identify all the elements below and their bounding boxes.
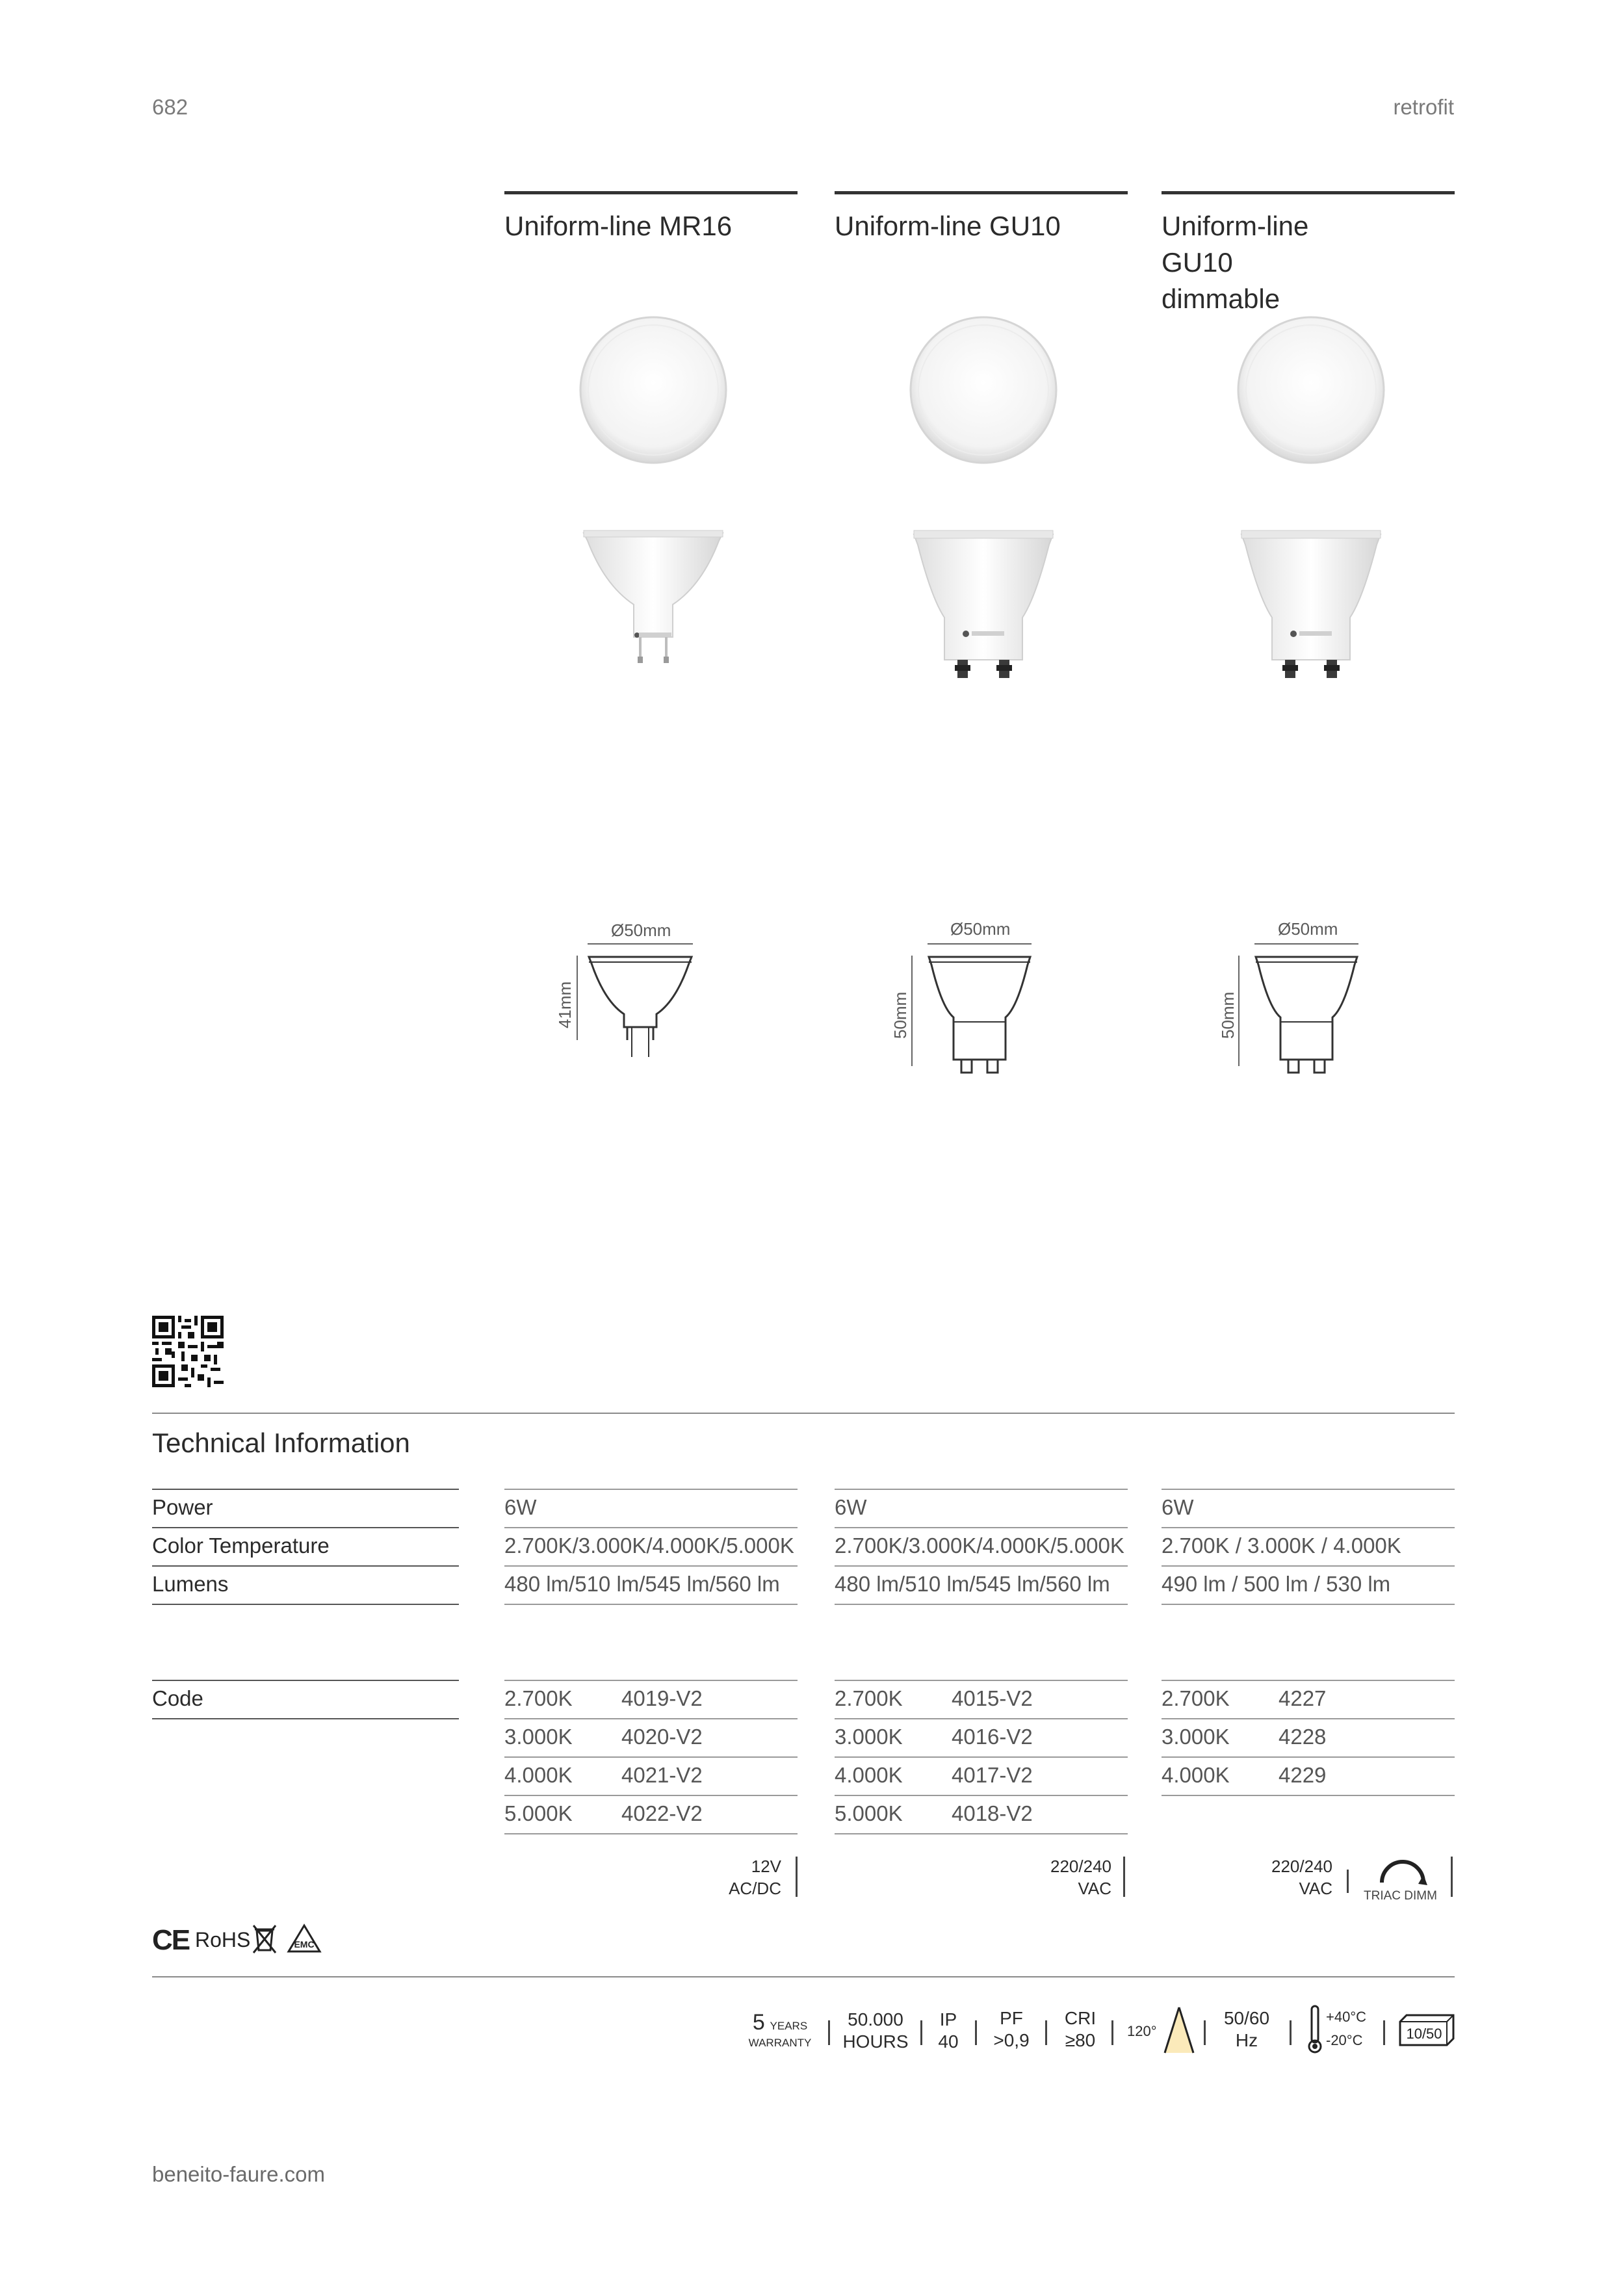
code-label: Code [152,1686,203,1710]
voltage-bar-3 [1451,1857,1453,1897]
product-code: 4018-V2 [952,1801,1033,1825]
spec-rule-label [152,1489,459,1490]
product-title-1: Uniform-line MR16 [504,211,733,241]
spec-rule [504,1489,798,1490]
pf-badge: PF >0,9 [993,2008,1030,2050]
code-temperature: 2.700K [504,1686,573,1710]
code-rule [504,1718,798,1719]
code-rule [835,1756,1128,1758]
dimension-height-3: 50mm [1218,991,1238,1039]
spec-rule [1162,1489,1455,1490]
code-rule [504,1680,798,1681]
beam-angle-icon [1160,2006,1199,2055]
code-rule-label [152,1680,459,1681]
ip-badge: IP 40 [938,2009,959,2052]
feature-sep-5 [1111,2020,1113,2045]
spec-value: 2.700K / 3.000K / 4.000K [1162,1533,1401,1558]
code-rule [504,1756,798,1758]
feature-sep-7 [1290,2020,1292,2045]
feature-sep-3 [975,2020,977,2045]
product-title-2: Uniform-line GU10 [835,211,1061,241]
spec-rule-label [152,1565,459,1567]
voltage-1: 12V AC/DC [729,1857,781,1898]
product-code: 4022-V2 [621,1801,703,1825]
code-rule [1162,1680,1455,1681]
code-rule [1162,1718,1455,1719]
product-image-gu10-dimmable [1223,312,1399,715]
ce-mark: CE [152,1924,190,1956]
feature-sep-8 [1383,2020,1385,2045]
product-code: 4228 [1279,1725,1327,1749]
voltage-2: 220/240 VAC [1050,1857,1111,1898]
thermometer-icon [1306,2005,1323,2054]
voltage-bar-1 [796,1857,798,1897]
feature-sep-6 [1204,2020,1206,2045]
spec-rule-label [152,1527,459,1528]
code-temperature: 3.000K [1162,1725,1230,1749]
features-divider [152,1976,1455,1977]
section-divider [152,1413,1455,1414]
spec-rule [504,1527,798,1528]
code-temperature: 4.000K [504,1763,573,1787]
code-rule-end [1162,1795,1455,1796]
spec-rule [835,1527,1128,1528]
weee-bin-icon [251,1923,278,1955]
dimension-diameter-2: Ø50mm [950,919,1011,939]
code-rule-end [835,1833,1128,1834]
code-temperature: 5.000K [835,1801,903,1825]
dimension-diameter-1: Ø50mm [611,920,671,940]
code-rule-end [504,1833,798,1834]
voltage-3: 220/240 VAC [1271,1857,1332,1898]
spec-rule-end [835,1604,1128,1605]
dimension-drawing-gu10-1 [907,943,1037,1086]
product-code: 4019-V2 [621,1686,703,1710]
product-image-mr16 [565,312,741,702]
spec-value: 2.700K/3.000K/4.000K/5.000K [835,1533,1124,1558]
pack-quantity: 10/50 [1406,2026,1442,2042]
dimension-drawing-gu10-2 [1234,943,1364,1086]
product-code: 4021-V2 [621,1763,703,1787]
spec-value: 6W [835,1495,867,1519]
product-code: 4020-V2 [621,1725,703,1749]
product-rule-3 [1162,191,1455,194]
tech-heading: Technical Information [152,1428,410,1458]
qr-code[interactable] [152,1316,224,1387]
code-rule [504,1795,798,1796]
footer-url[interactable]: beneito-faure.com [152,2162,325,2186]
page-number: 682 [152,95,188,119]
dimension-height-1: 41mm [555,981,575,1028]
spec-value: 480 lm/510 lm/545 lm/560 lm [835,1572,1110,1596]
product-image-gu10 [896,312,1071,715]
spec-label: Color Temperature [152,1533,330,1558]
spec-rule-label-end [152,1604,459,1605]
spec-value: 2.700K/3.000K/4.000K/5.000K [504,1533,794,1558]
code-temperature: 5.000K [504,1801,573,1825]
spec-rule [504,1565,798,1567]
spec-label: Power [152,1495,213,1519]
voltage-bar-2 [1123,1857,1125,1897]
code-rule [835,1795,1128,1796]
spec-rule [835,1565,1128,1567]
product-rule-1 [504,191,798,194]
product-code: 4227 [1279,1686,1327,1710]
triac-dimm-label: TRIAC DIMM [1364,1889,1437,1903]
code-rule [835,1718,1128,1719]
cri-badge: CRI ≥80 [1064,2008,1097,2050]
product-code: 4015-V2 [952,1686,1033,1710]
code-temperature: 2.700K [835,1686,903,1710]
product-code: 4229 [1279,1763,1327,1787]
dimension-height-2: 50mm [890,991,910,1039]
spec-value: 490 lm / 500 lm / 530 lm [1162,1572,1391,1596]
dimension-diameter-3: Ø50mm [1278,919,1338,939]
spec-rule [1162,1565,1455,1567]
triac-dimm-icon [1377,1857,1429,1886]
temp-max: +40°C [1326,2009,1367,2025]
spec-value: 480 lm/510 lm/545 lm/560 lm [504,1572,780,1596]
code-temperature: 4.000K [1162,1763,1230,1787]
code-temperature: 3.000K [504,1725,573,1749]
spec-value: 6W [504,1495,537,1519]
emc-icon [286,1923,322,1954]
rohs-mark: RoHS [195,1928,251,1951]
temp-min: -20°C [1326,2032,1363,2048]
hz-badge: 50/60 Hz [1223,2008,1270,2050]
feature-sep-4 [1045,2020,1047,2045]
code-rule-label-end [152,1718,459,1719]
spec-value: 6W [1162,1495,1194,1519]
product-rule-2 [835,191,1128,194]
code-temperature: 3.000K [835,1725,903,1749]
product-code: 4016-V2 [952,1725,1033,1749]
spec-rule-end [1162,1604,1455,1605]
product-title-3: Uniform-line GU10 dimmable [1162,211,1309,314]
feature-sep-1 [828,2020,830,2045]
spec-rule [835,1489,1128,1490]
feature-sep-2 [920,2020,922,2045]
spec-label: Lumens [152,1572,229,1596]
spec-rule [1162,1527,1455,1528]
warranty-badge: 5 YEARS WARRANTY [748,2010,812,2049]
hours-badge: 50.000 HOURS [842,2009,909,2052]
product-code: 4017-V2 [952,1763,1033,1787]
code-temperature: 4.000K [835,1763,903,1787]
code-temperature: 2.700K [1162,1686,1230,1710]
dimension-drawing-mr16 [572,943,702,1066]
svg-text:EMC: EMC [294,1939,315,1950]
voltage-sep-3 [1347,1870,1349,1893]
code-rule [1162,1756,1455,1758]
code-rule [835,1680,1128,1681]
section-title: retrofit [1393,95,1454,119]
beam-angle-label: 120° [1127,2023,1157,2039]
spec-rule-end [504,1604,798,1605]
